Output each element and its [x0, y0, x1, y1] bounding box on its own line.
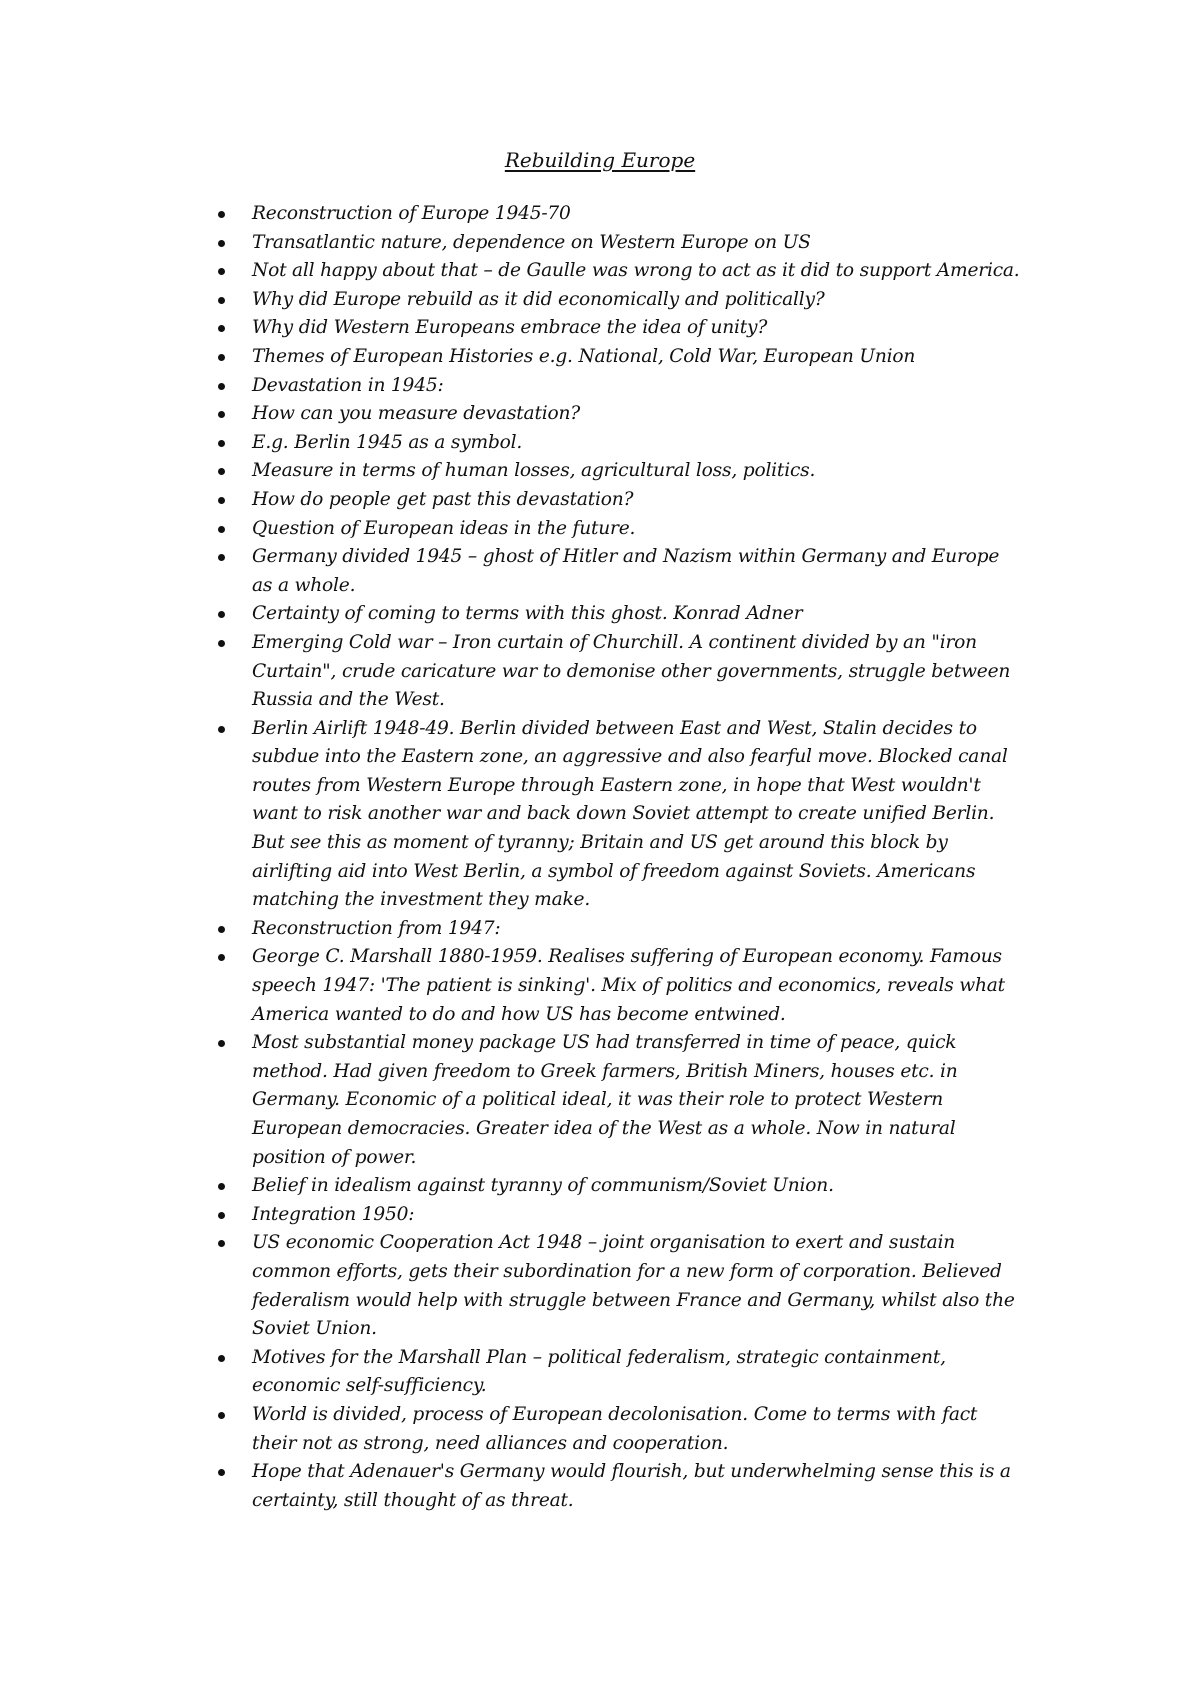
bullet-dot-icon	[218, 440, 225, 447]
list-item-text: Berlin Airlift 1948-49. Berlin divided between East and West, Stalin decides to subdue into the Eastern zone, an aggressive and also fearful move. Blocked canal routes from Western Europe through Eastern zone, in hope that West wouldn't want to risk another war and back down Soviet attempt to create unified Berlin. But see this as moment of tyranny; Britain and US get around this block by airlifting aid into West Berlin, a symbol of freedom against Soviets. Americans matching the investment they make.	[252, 717, 1008, 911]
bullet-dot-icon	[218, 640, 225, 647]
list-item	[252, 1458, 1022, 1515]
list-item-text: George C. Marshall 1880-1959. Realises suffering of European economy. Famous speech 1947: 'The patient is sinking'. Mix of politics and economics, reveals what America wanted to do and how US has become entwined.	[252, 946, 1005, 1025]
bullet-dot-icon	[218, 468, 225, 475]
bullet-list	[252, 200, 1022, 1515]
bullet-dot-icon	[218, 497, 225, 504]
list-item	[252, 915, 1022, 944]
list-item-text: Emerging Cold war – Iron curtain of Churchill. A continent divided by an "iron Curtain", crude caricature war to demonise other governments, struggle between Russia and the West.	[252, 631, 1011, 711]
list-item-text: US economic Cooperation Act 1948 – joint organisation to exert and sustain common efforts, gets their subordination for a new form of corporation. Believed federalism would help with struggle between France and Germany, whilst also the Soviet Union.	[252, 1232, 1015, 1340]
list-item-text: Hope that Adenauer's Germany would flourish, but underwhelming sense this is a certainty, still thought of as threat.	[252, 1461, 1011, 1511]
list-item	[252, 286, 1022, 315]
bullet-dot-icon	[218, 1040, 225, 1047]
list-item	[252, 457, 1022, 486]
bullet-dot-icon	[218, 211, 225, 218]
bullet-dot-icon	[218, 268, 225, 275]
list-item	[252, 200, 1022, 229]
list-item	[252, 486, 1022, 515]
list-item	[252, 229, 1022, 258]
list-item-text: Motives for the Marshall Plan – political federalism, strategic containment, economic self-sufficiency.	[252, 1346, 946, 1397]
list-item-text: Transatlantic nature, dependence on Western Europe on US	[252, 231, 811, 253]
list-item-text: How do people get past this devastation?	[252, 488, 634, 510]
list-item-text: Belief in idealism against tyranny of communism/Soviet Union.	[252, 1175, 834, 1197]
list-item	[252, 715, 1022, 915]
list-item	[252, 372, 1022, 401]
bullet-dot-icon	[218, 297, 225, 304]
list-item-text: Reconstruction from 1947:	[252, 917, 501, 939]
page-title: Rebuilding Europe	[504, 148, 696, 172]
list-item-text: Not all happy about that – de Gaulle was wrong to act as it did to support America.	[252, 260, 1020, 282]
list-item	[252, 1344, 1022, 1401]
bullet-dot-icon	[218, 926, 225, 933]
list-item-text: Integration 1950:	[252, 1203, 415, 1225]
list-item	[252, 314, 1022, 343]
bullet-dot-icon	[218, 354, 225, 361]
list-item	[252, 943, 1022, 1029]
list-item	[252, 515, 1022, 544]
list-item-text: Certainty of coming to terms with this ghost. Konrad Adner	[252, 603, 803, 625]
list-item-text: Devastation in 1945:	[252, 374, 444, 396]
bullet-dot-icon	[218, 325, 225, 332]
list-item	[252, 600, 1022, 629]
list-item-text: World is divided, process of European decolonisation. Come to terms with fact their not as strong, need alliances and cooperation.	[252, 1403, 978, 1454]
bullet-dot-icon	[218, 954, 225, 961]
bullet-dot-icon	[218, 383, 225, 390]
list-item-text: Themes of European Histories e.g. National, Cold War, European Union	[252, 345, 916, 367]
bullet-dot-icon	[218, 611, 225, 618]
list-item-text: Question of European ideas in the future.	[252, 517, 636, 539]
bullet-dot-icon	[218, 1212, 225, 1219]
list-item	[252, 1401, 1022, 1458]
bullet-dot-icon	[218, 411, 225, 418]
list-item	[252, 1229, 1022, 1343]
list-item	[252, 1201, 1022, 1230]
list-item-text: Most substantial money package US had transferred in time of peace, quick method. Had given freedom to Greek farmers, British Miners, houses etc. in Germany. Economic of a political ideal, it was their role to protect Western European democracies. Greater idea of the West as a whole. Now in natural position of power.	[252, 1032, 958, 1168]
bullet-dot-icon	[218, 1240, 225, 1247]
bullet-dot-icon	[218, 1412, 225, 1419]
bullet-dot-icon	[218, 1183, 225, 1190]
list-item	[252, 343, 1022, 372]
list-item-text: Measure in terms of human losses, agricultural loss, politics.	[252, 460, 816, 482]
list-item-text: Why did Europe rebuild as it did economically and politically?	[252, 288, 825, 310]
bullet-dot-icon	[218, 1355, 225, 1362]
bullet-dot-icon	[218, 526, 225, 533]
list-item	[252, 629, 1022, 715]
list-item	[252, 1029, 1022, 1172]
list-item-text: Germany divided 1945 – ghost of Hitler and Nazism within Germany and Europe as a whole.	[252, 546, 1000, 596]
list-item	[252, 1172, 1022, 1201]
list-item	[252, 543, 1022, 600]
bullet-dot-icon	[218, 554, 225, 561]
list-item	[252, 400, 1022, 429]
list-item	[252, 257, 1022, 286]
list-item-text: Reconstruction of Europe 1945-70	[252, 203, 571, 224]
bullet-dot-icon	[218, 240, 225, 247]
list-item-text: Why did Western Europeans embrace the idea of unity?	[252, 317, 768, 339]
list-item-text: E.g. Berlin 1945 as a symbol.	[252, 431, 523, 453]
bullet-dot-icon	[218, 1469, 225, 1476]
bullet-dot-icon	[218, 726, 225, 733]
list-item-text: How can you measure devastation?	[252, 403, 580, 425]
list-item	[252, 429, 1022, 458]
